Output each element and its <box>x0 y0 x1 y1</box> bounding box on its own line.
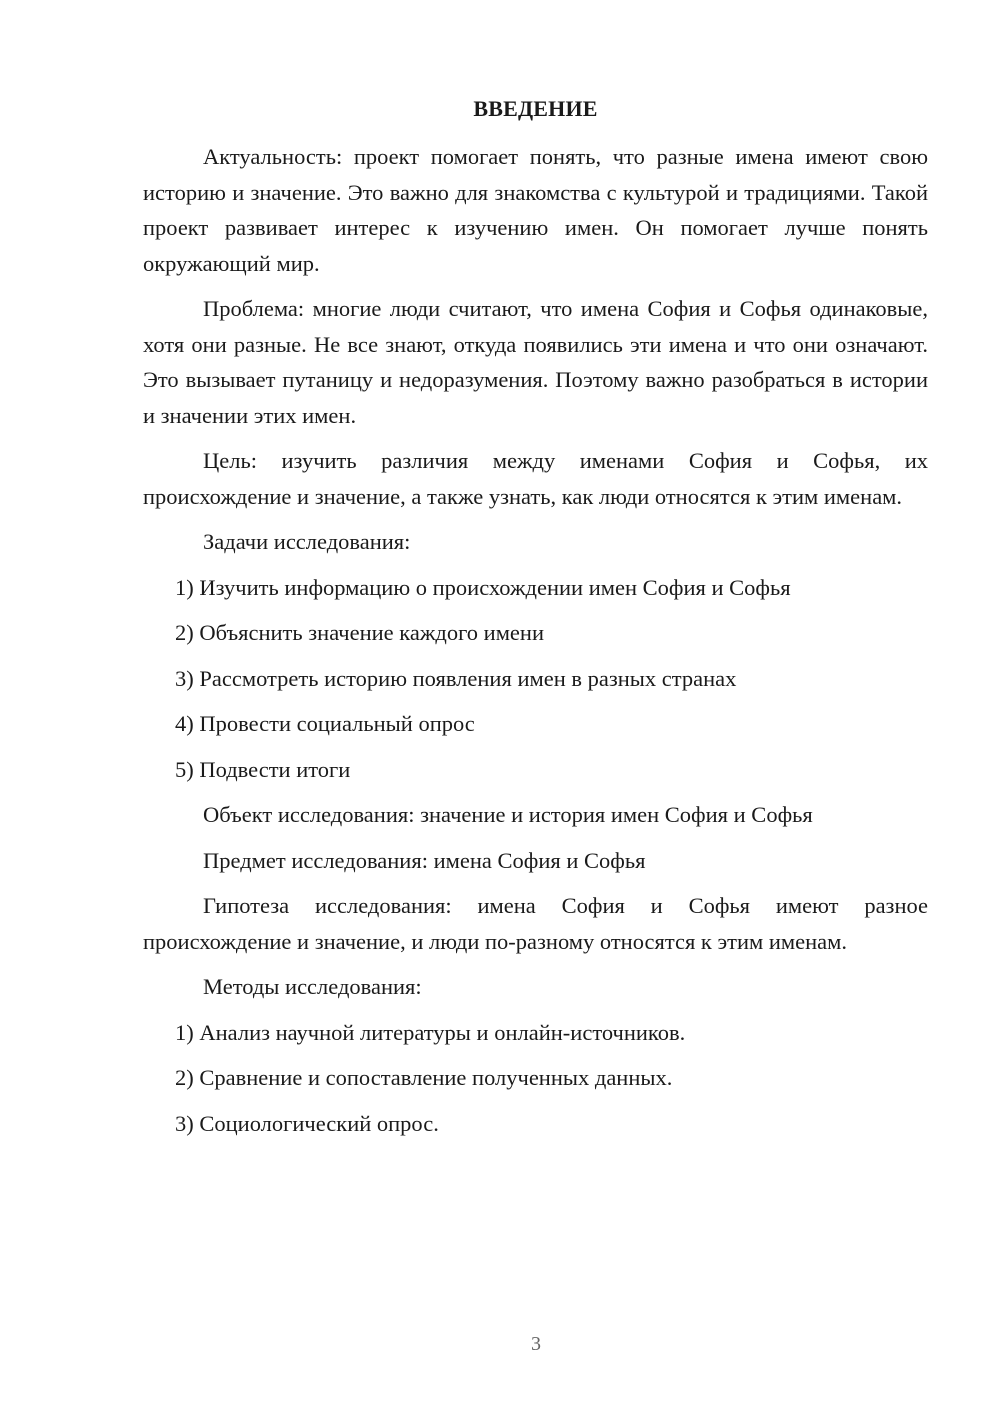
list-item: 2) Сравнение и сопоставление полученных данных. <box>175 1065 673 1090</box>
list-item: 4) Провести социальный опрос <box>175 711 475 736</box>
section-title: ВВЕДЕНИЕ <box>473 96 598 121</box>
list-item: 1) Анализ научной литературы и онлайн-источников. <box>175 1019 686 1045</box>
methods-heading: Методы исследования: <box>203 974 422 999</box>
list-item: 3) Рассмотреть историю появления имен в разных странах <box>175 665 737 691</box>
page-content <box>143 94 928 1151</box>
list-item: 2) Объяснить значение каждого имени <box>175 620 544 645</box>
page-number: 3 <box>531 1333 541 1355</box>
research-subject: Предмет исследования: имена София и Софья <box>203 847 646 873</box>
methods-list <box>143 1015 928 1142</box>
goal-paragraph: Цель: изучить различия между именами София и Софья, их происхождение и значение, а также узнать, как люди относятся к этим именам. <box>143 448 928 509</box>
relevance-paragraph: Актуальность: проект помогает понять, что разные имена имеют свою историю и значение. Это важно для знакомства с культурой и традициями. Такой проект развивает интерес к изучению имен. Он помогает лучше понять окружающий мир. <box>143 144 928 276</box>
tasks-list <box>143 570 928 788</box>
list-item: 1) Изучить информацию о происхождении имен София и Софья <box>175 574 791 600</box>
list-item: 3) Социологический опрос. <box>175 1110 439 1136</box>
hypothesis-paragraph: Гипотеза исследования: имена София и Софья имеют разное происхождение и значение, и люди по-разному относятся к этим именам. <box>143 893 928 954</box>
problem-paragraph: Проблема: многие люди считают, что имена София и Софья одинаковые, хотя они разные. Не все знают, откуда появились эти имена и что они означают. Это вызывает путаницу и недоразумения. Поэтому важно разобраться в истории и значении этих имен. <box>143 296 928 428</box>
tasks-heading: Задачи исследования: <box>203 529 411 554</box>
list-item: 5) Подвести итоги <box>175 756 351 782</box>
research-object: Объект исследования: значение и история имен София и Софья <box>203 802 813 827</box>
